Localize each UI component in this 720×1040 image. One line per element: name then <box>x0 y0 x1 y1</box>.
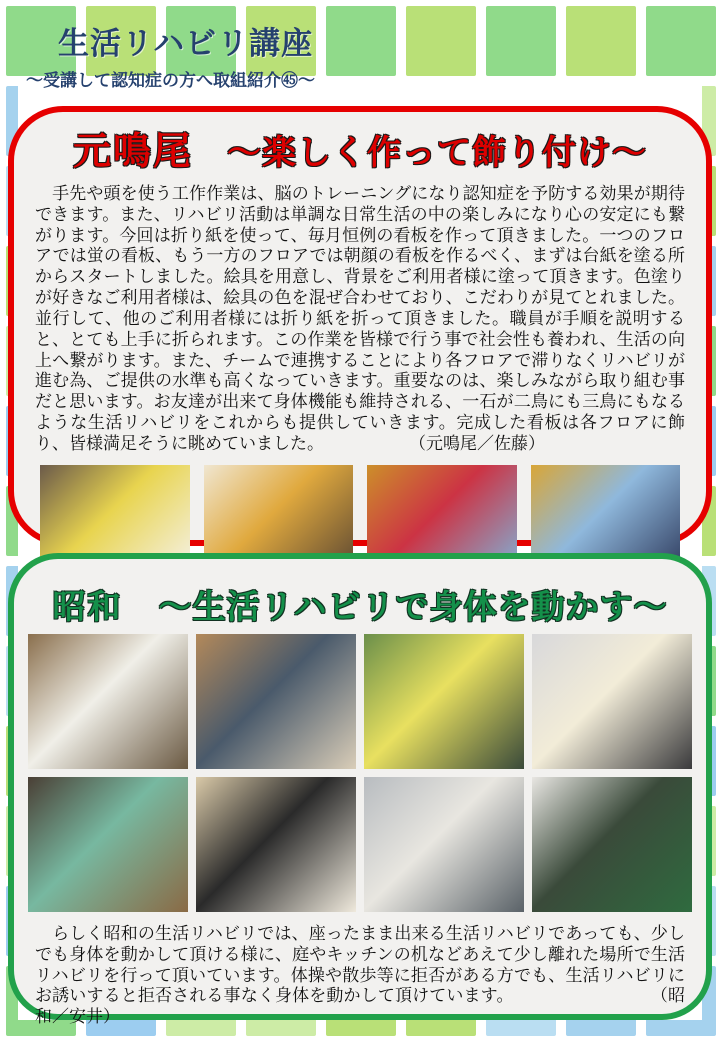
section-motonaruo <box>8 106 712 546</box>
photo-towel-hanging <box>532 777 692 912</box>
page-title: 生活リハビリ講座 <box>58 26 314 61</box>
page-header <box>26 18 315 91</box>
section-showa-title-main: 昭和 <box>52 590 123 626</box>
section-motonaruo-title-main: 元鳴尾 <box>72 131 193 173</box>
page-subtitle: ～受講して認知症の方へ取組紹介㊺～ <box>26 71 315 90</box>
section-showa-title <box>14 581 706 628</box>
photo-kitchen-tidy <box>28 634 188 769</box>
photo-dishwashing <box>364 777 524 912</box>
section-showa-title-sub: ～生活リハビリで身体を動かす～ <box>158 590 668 626</box>
section-showa-photos-row2 <box>28 777 692 912</box>
photo-bowls <box>196 777 356 912</box>
section-motonaruo-title <box>14 120 706 175</box>
photo-mopping <box>196 634 356 769</box>
section-motonaruo-body: 手先や頭を使う工作作業は、脳のトレーニングになり認知症を予防する効果が期待できます。また、リハビリ活動は単調な日常生活の中の楽しみになり心の安定にも繋がります。今回は折り紙を使って、毎月恒例の看板を作って頂きました。一つのフロアでは蛍の看板、もう一方のフロアでは朝顔の看板を作るべく、まずは台紙を塗る所からスタートしました。絵具を用意し、背景をご利用者様に塗って頂きます。色塗りが好きなご利用者様は、絵具の色を混ぜ合わせており、こだわりが見てとれました。並行して、他のご利用者様には折り紙を折って頂きました。職員が手順を説明すると、とても上手に折られます。この作業を皆様で行う事で社会性も養われ、生活の向上へ繋がります。また、チームで連携することにより各フロアで滞りなくリハビリが進む為、ご提供の水準も高くなっていきます。重要なのは、楽しみながら取り組む事だと思います。お友達が出来て身体機能も維持される、一石が二鳥にも三鳥にもなるような生活リハビリをこれからも提供していきます。完成した看板は各フロアに飾り、皆様満足そうに眺めていました。 （元鳴尾／佐藤） <box>35 184 685 453</box>
photo-laundry-garden <box>364 634 524 769</box>
section-showa <box>8 553 712 1027</box>
photo-towel-folding <box>28 777 188 912</box>
section-showa-body: らしく昭和の生活リハビリでは、座ったまま出来る生活リハビリであっても、少しでも身体を動かして頂ける様に、庭やキッチンの机などあえて少し離れた場所で生活リハビリを行って頂いています。体操や散歩等に拒否がある方でも、生活リハビリにお誘いすると拒否される事なく身体を動かして頂けています。 （昭和／安井） <box>35 924 685 1027</box>
section-showa-photos-row1 <box>28 634 692 769</box>
section-motonaruo-title-sub: ～楽しく作って飾り付け～ <box>227 135 647 172</box>
photo-laundromat <box>532 634 692 769</box>
